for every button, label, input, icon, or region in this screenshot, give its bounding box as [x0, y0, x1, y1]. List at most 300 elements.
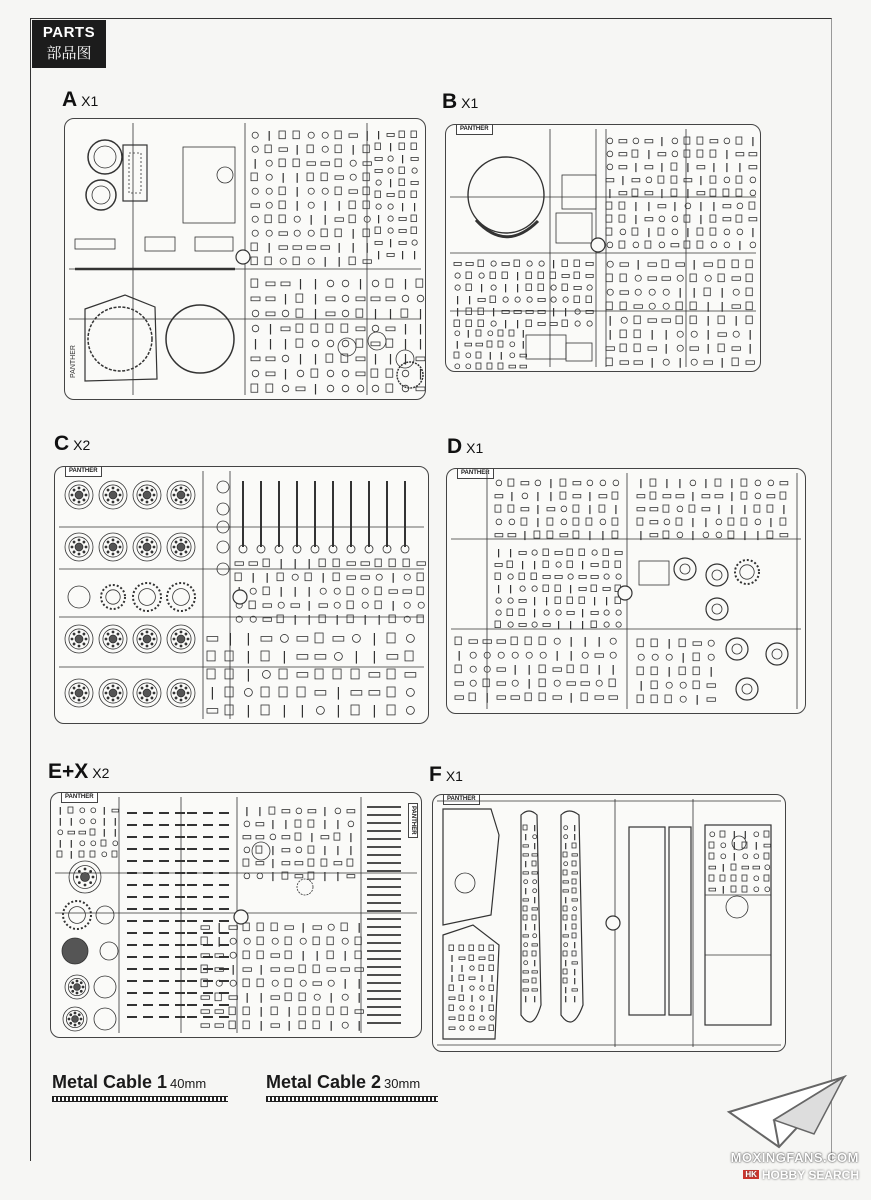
part — [333, 559, 339, 567]
part — [333, 637, 344, 642]
wheel-bolt — [185, 643, 187, 645]
turret-roof — [85, 295, 157, 381]
part — [297, 637, 308, 642]
part — [723, 218, 731, 221]
part — [634, 361, 642, 365]
wheel-bolt — [73, 541, 75, 543]
part — [767, 505, 773, 512]
wheel-bolt — [146, 539, 148, 541]
part — [620, 274, 626, 282]
wheel-bolt — [83, 489, 85, 491]
part — [411, 157, 418, 160]
part — [710, 189, 716, 196]
sprue-f-label: F X1 — [429, 763, 463, 786]
part — [342, 310, 349, 317]
wheel-hub — [674, 558, 696, 580]
sprue-gate-hole — [618, 586, 632, 600]
wheel-bolt — [76, 980, 78, 982]
part — [606, 358, 612, 366]
part — [523, 899, 528, 901]
part — [607, 261, 613, 267]
part — [252, 230, 258, 236]
part — [375, 143, 380, 150]
turret-ring — [94, 146, 116, 168]
wheel-bolt — [187, 546, 189, 548]
part — [263, 559, 269, 567]
part — [731, 864, 736, 870]
wheel-bolt — [180, 539, 182, 541]
part — [308, 202, 314, 208]
part — [296, 339, 303, 347]
part — [94, 1008, 116, 1030]
part — [294, 230, 300, 236]
part — [376, 204, 381, 209]
part — [680, 696, 686, 702]
wheel-bolt — [71, 638, 73, 640]
wheel-bolt — [175, 697, 177, 699]
part — [736, 137, 742, 144]
part — [387, 633, 395, 643]
part — [620, 263, 628, 267]
part — [375, 227, 380, 234]
part — [581, 693, 587, 701]
part — [551, 285, 556, 290]
part — [497, 668, 505, 672]
sprocket — [106, 590, 120, 604]
part — [299, 1007, 305, 1015]
part — [567, 561, 572, 568]
part — [697, 192, 705, 195]
part — [295, 820, 301, 827]
part — [91, 808, 96, 813]
part — [645, 241, 651, 248]
part — [564, 862, 568, 866]
part — [489, 945, 494, 951]
sprue-f-drawing — [433, 795, 785, 1051]
part — [591, 585, 596, 592]
part — [648, 263, 656, 267]
part — [411, 131, 416, 138]
part — [538, 284, 543, 291]
part — [307, 173, 313, 181]
part — [508, 622, 513, 627]
part — [266, 357, 275, 361]
part — [291, 604, 299, 608]
part — [371, 342, 380, 346]
part — [321, 859, 327, 866]
part — [342, 994, 348, 1000]
part — [388, 156, 393, 161]
part — [250, 588, 256, 594]
part — [495, 534, 503, 537]
road-wheel — [143, 635, 151, 643]
part — [724, 138, 730, 144]
part — [334, 652, 342, 660]
part — [581, 665, 587, 673]
part — [386, 297, 395, 301]
part — [650, 492, 656, 499]
wheel-bolt — [175, 541, 177, 543]
part — [547, 531, 553, 538]
part — [470, 652, 476, 658]
part — [574, 296, 579, 303]
part — [731, 886, 736, 892]
part — [376, 574, 382, 580]
part — [523, 845, 528, 847]
part — [349, 190, 357, 194]
wheel-bolt — [84, 884, 86, 886]
part — [251, 204, 259, 208]
part — [746, 288, 752, 296]
wheel-bolt — [78, 699, 80, 701]
wheel-bolt — [151, 489, 153, 491]
part — [356, 309, 363, 317]
part — [607, 151, 613, 157]
part — [299, 993, 305, 1001]
part — [322, 188, 328, 194]
part — [296, 294, 303, 302]
wheel-bolt — [84, 868, 86, 870]
part — [512, 652, 518, 658]
part — [449, 997, 455, 1000]
watermark — [699, 1072, 859, 1192]
part — [547, 508, 555, 511]
part — [764, 853, 769, 859]
part — [263, 618, 271, 622]
part — [386, 327, 395, 331]
part — [550, 322, 557, 325]
wheel-bolt — [83, 633, 85, 635]
part — [313, 1007, 319, 1015]
part — [100, 942, 118, 960]
part — [308, 132, 314, 138]
part — [257, 923, 263, 931]
wheel-bolt — [117, 489, 119, 491]
part — [563, 906, 567, 911]
part — [278, 602, 284, 608]
part — [388, 228, 393, 233]
part — [619, 241, 625, 248]
part — [455, 637, 461, 645]
part — [341, 968, 349, 972]
wheel-bolt — [185, 541, 187, 543]
road-wheel — [72, 1016, 79, 1023]
wheel-bolt — [117, 551, 119, 553]
part — [563, 890, 568, 892]
part — [243, 1007, 249, 1015]
part — [532, 915, 536, 920]
part — [532, 908, 537, 910]
part — [690, 274, 696, 282]
turret-ring-large — [166, 305, 234, 373]
part — [532, 854, 537, 856]
wheel-bolt — [146, 501, 148, 503]
part — [540, 652, 546, 658]
part — [282, 836, 290, 839]
part — [532, 951, 536, 956]
fender-plate — [629, 827, 665, 1015]
part — [455, 331, 460, 336]
part — [646, 177, 652, 183]
part — [572, 854, 577, 856]
road-wheel — [143, 491, 151, 499]
wheel-bolt — [85, 638, 87, 640]
part — [361, 562, 369, 566]
part — [347, 587, 353, 595]
road-wheel — [109, 491, 117, 499]
part — [543, 623, 550, 626]
sprocket — [63, 901, 91, 929]
part — [389, 590, 397, 594]
part — [691, 359, 697, 365]
part — [649, 289, 655, 295]
part — [389, 615, 395, 623]
part — [591, 621, 596, 628]
part — [519, 609, 524, 616]
sprocket — [740, 565, 754, 579]
part — [266, 230, 272, 236]
part — [356, 339, 363, 347]
part — [724, 229, 730, 235]
part — [417, 573, 423, 581]
part — [538, 298, 545, 301]
part — [690, 316, 696, 324]
part — [321, 836, 329, 839]
road-wheel — [109, 689, 117, 697]
wheel-bolt — [180, 553, 182, 555]
part — [606, 228, 612, 235]
part — [406, 688, 414, 696]
part — [648, 319, 656, 323]
part — [315, 691, 326, 696]
part — [671, 163, 677, 170]
part — [702, 495, 710, 498]
sprue-d-tag: PANTHER — [457, 468, 494, 479]
part — [523, 854, 528, 856]
part — [469, 955, 474, 961]
road-wheel — [75, 543, 83, 551]
part — [572, 924, 576, 929]
part — [579, 587, 586, 590]
part — [560, 479, 566, 486]
wheel-bolt — [151, 633, 153, 635]
part — [707, 684, 715, 688]
wheel-bolt — [119, 692, 121, 694]
wheel-bolt — [187, 638, 189, 640]
sprue-a — [64, 118, 426, 400]
part — [633, 242, 639, 248]
part — [561, 506, 567, 512]
part — [495, 563, 502, 566]
part — [347, 859, 353, 866]
part — [711, 242, 717, 248]
part — [651, 695, 657, 703]
part — [265, 215, 271, 223]
part — [690, 347, 698, 351]
part — [704, 288, 710, 296]
part — [455, 873, 475, 893]
part — [314, 994, 320, 1000]
part — [478, 298, 485, 301]
part — [750, 242, 756, 248]
part — [575, 309, 580, 314]
part — [582, 652, 588, 658]
part — [737, 203, 743, 209]
part — [312, 340, 319, 347]
part — [733, 331, 739, 337]
part — [702, 508, 710, 511]
wheel-bolt — [85, 546, 87, 548]
part — [563, 881, 568, 883]
part — [307, 246, 315, 250]
wheel-bolt — [78, 539, 80, 541]
part — [606, 347, 614, 351]
part — [225, 669, 233, 679]
part — [244, 821, 250, 827]
part — [531, 573, 536, 580]
part — [282, 355, 289, 362]
wheel-bolt — [78, 631, 80, 633]
part — [497, 682, 505, 686]
wheel-bolt — [78, 501, 80, 503]
part — [498, 341, 503, 347]
part — [356, 357, 365, 361]
part — [731, 875, 736, 881]
part — [243, 923, 249, 931]
wheel-bolt — [180, 631, 182, 633]
part — [750, 190, 756, 196]
part — [532, 550, 537, 555]
part — [375, 601, 381, 609]
part — [497, 696, 505, 700]
part — [387, 193, 394, 196]
part — [555, 575, 562, 578]
wheel-bolt — [107, 643, 109, 645]
part — [519, 573, 524, 580]
wheel-bolt — [73, 489, 75, 491]
sprue-b-label: B X1 — [442, 90, 479, 113]
sprue-b-tag: PANTHER — [456, 124, 493, 135]
part — [412, 240, 417, 245]
part — [375, 241, 382, 244]
part — [679, 639, 685, 647]
part — [459, 975, 464, 981]
part — [215, 1024, 223, 1028]
sprue-f — [432, 794, 786, 1052]
part — [279, 215, 285, 223]
metal-cable-2-label: Metal Cable 2 30mm — [266, 1072, 421, 1092]
part — [326, 312, 335, 316]
wheel-bolt — [175, 551, 177, 553]
part — [327, 385, 334, 392]
wheel-hub — [726, 638, 748, 660]
part — [487, 341, 492, 347]
part — [677, 532, 683, 538]
part — [564, 835, 568, 839]
wheel-bolt — [80, 990, 82, 992]
part — [356, 327, 365, 331]
part — [749, 153, 757, 156]
part — [112, 809, 119, 812]
part — [299, 965, 305, 973]
part — [279, 687, 287, 697]
part — [676, 263, 684, 267]
part — [403, 559, 409, 567]
part — [753, 866, 760, 869]
part — [510, 353, 515, 358]
part — [610, 638, 616, 644]
part — [252, 132, 258, 138]
turret-ring — [88, 140, 122, 174]
part — [459, 957, 465, 960]
part — [387, 655, 398, 660]
part — [369, 673, 380, 678]
part — [676, 495, 684, 498]
part — [509, 519, 515, 525]
part — [666, 654, 672, 660]
part — [490, 1016, 494, 1020]
watermark-site: MOXINGFANS.COM — [730, 1150, 859, 1165]
part — [718, 274, 724, 282]
part — [704, 361, 712, 365]
part — [476, 330, 481, 336]
part — [526, 652, 532, 658]
part — [217, 541, 229, 553]
part — [406, 706, 414, 714]
part — [327, 1007, 333, 1015]
wheel-bolt — [119, 546, 121, 548]
part — [600, 480, 606, 486]
part — [612, 492, 618, 499]
part — [454, 352, 459, 358]
part — [279, 187, 285, 195]
part — [508, 505, 514, 512]
part — [327, 340, 334, 347]
sprue-a-side-tag: PANTHER — [70, 345, 77, 378]
part — [271, 954, 279, 958]
part — [470, 666, 476, 672]
part — [479, 945, 484, 951]
part — [335, 229, 341, 237]
part — [455, 364, 460, 369]
part — [634, 344, 640, 352]
part — [619, 192, 627, 195]
part — [764, 844, 771, 847]
road-wheel — [109, 635, 117, 643]
hatch — [92, 186, 110, 204]
part — [754, 854, 759, 859]
part — [663, 303, 669, 309]
part — [256, 846, 262, 853]
part — [736, 189, 742, 196]
part — [498, 363, 503, 369]
part — [266, 188, 272, 194]
part — [689, 505, 695, 512]
part — [632, 228, 638, 235]
watermark-brand: HK HOBBY SEARCH — [745, 1168, 859, 1182]
part — [243, 1021, 249, 1029]
part — [514, 260, 519, 267]
sprue-d-drawing — [447, 469, 805, 713]
part — [405, 651, 413, 661]
part — [587, 321, 592, 326]
wheel-bolt — [117, 633, 119, 635]
part — [322, 146, 328, 152]
part — [282, 385, 289, 392]
part — [650, 521, 658, 524]
part — [480, 996, 484, 1000]
part — [556, 213, 592, 243]
